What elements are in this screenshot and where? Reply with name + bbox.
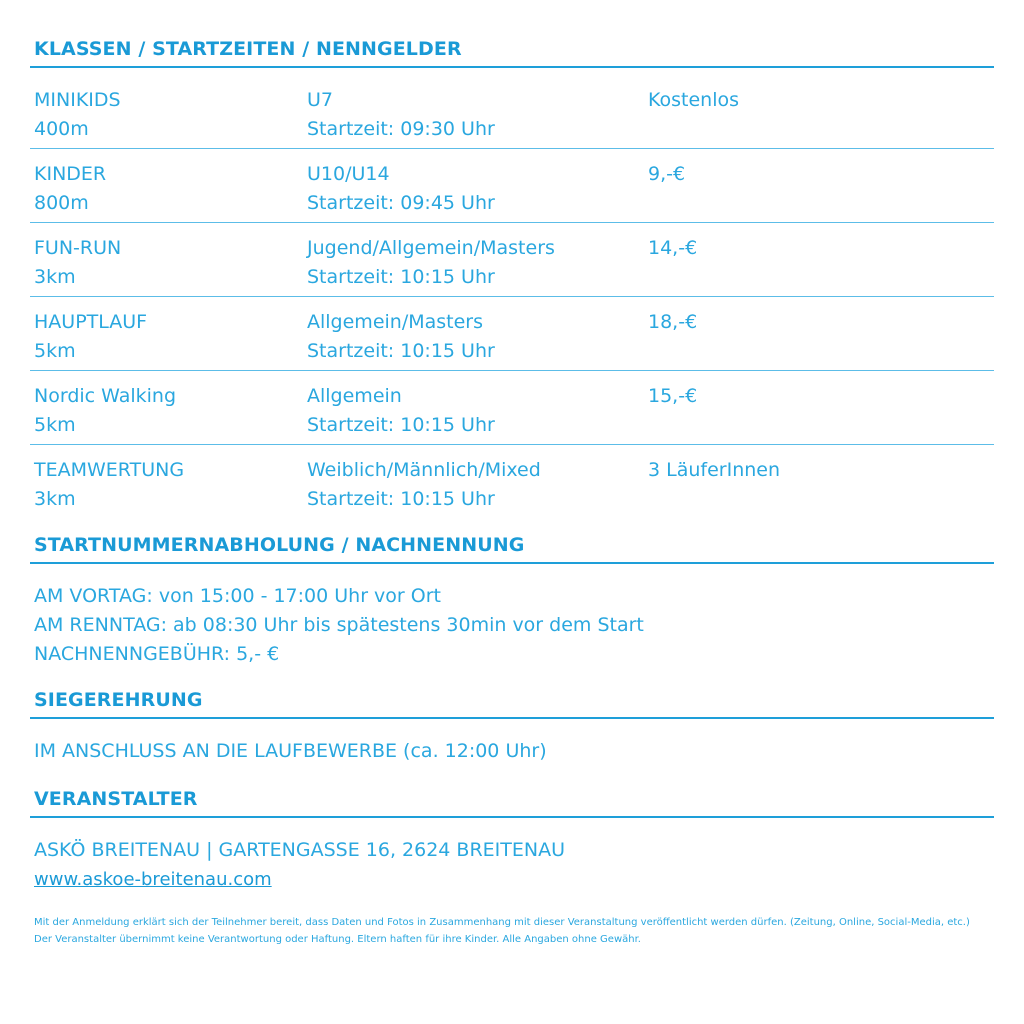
organizer-address: ASKÖ BREITENAU | GARTENGASSE 16, 2624 BREITENAU: [34, 839, 565, 861]
organizer-heading: VERANSTALTER: [34, 788, 198, 810]
class-start-time: Startzeit: 10:15 Uhr: [307, 266, 495, 288]
class-category: Jugend/Allgemein/Masters: [307, 237, 555, 259]
class-category: Allgemein: [307, 385, 402, 407]
table-row: [34, 86, 994, 144]
class-fee: 9,-€: [648, 163, 686, 185]
classes-table: [34, 86, 994, 514]
class-distance: 3km: [34, 266, 76, 288]
classes-heading: KLASSEN / STARTZEITEN / NENNGELDER: [34, 38, 462, 60]
row-divider: [30, 222, 994, 223]
class-category: U7: [307, 89, 333, 111]
ceremony-text: IM ANSCHLUSS AN DIE LAUFBEWERBE (ca. 12:00 Uhr): [34, 740, 547, 762]
heading-divider: [30, 816, 994, 818]
class-category: U10/U14: [307, 163, 390, 185]
pickup-line: AM VORTAG: von 15:00 - 17:00 Uhr vor Ort: [34, 585, 441, 607]
class-name: KINDER: [34, 163, 107, 185]
table-row: [34, 382, 994, 440]
class-name: FUN-RUN: [34, 237, 122, 259]
class-category: Allgemein/Masters: [307, 311, 484, 333]
class-distance: 5km: [34, 340, 76, 362]
class-distance: 5km: [34, 414, 76, 436]
class-distance: 3km: [34, 488, 76, 510]
organizer-section: [34, 786, 994, 894]
class-distance: 400m: [34, 118, 89, 140]
legal-disclaimer: Mit der Anmeldung erklärt sich der Teilnehmer bereit, dass Daten und Fotos in Zusammenhang mit dieser Veranstaltung veröffentlicht werden dürfen. (Zeitung, Online, Social-Media, etc.) Der Veranstalter übernimmt keine Verantwortung oder Haftung. Eltern haften für ihre Kinder. Alle Angaben ohne Gewähr.: [34, 917, 970, 945]
class-name: TEAMWERTUNG: [34, 459, 185, 481]
row-divider: [30, 370, 994, 371]
heading-divider: [30, 562, 994, 564]
pickup-line: AM RENNTAG: ab 08:30 Uhr bis spätestens 30min vor dem Start: [34, 614, 644, 636]
pickup-line: NACHNENNGEBÜHR: 5,- €: [34, 643, 280, 665]
class-start-time: Startzeit: 10:15 Uhr: [307, 488, 495, 510]
table-row: [34, 308, 994, 366]
organizer-website-link[interactable]: www.askoe-breitenau.com: [34, 869, 272, 890]
ceremony-section: [34, 687, 994, 766]
heading-divider: [30, 717, 994, 719]
table-row: [34, 160, 994, 218]
class-distance: 800m: [34, 192, 89, 214]
class-fee: 14,-€: [648, 237, 698, 259]
class-category: Weiblich/Männlich/Mixed: [307, 459, 541, 481]
pickup-section: [34, 532, 994, 669]
class-fee: 3 LäuferInnen: [648, 459, 781, 481]
class-name: HAUPTLAUF: [34, 311, 148, 333]
table-row: [34, 234, 994, 292]
pickup-heading: STARTNUMMERNABHOLUNG / NACHNENNUNG: [34, 534, 525, 556]
row-divider: [30, 148, 994, 149]
event-info-page: [34, 36, 994, 894]
row-divider: [30, 296, 994, 297]
class-start-time: Startzeit: 10:15 Uhr: [307, 340, 495, 362]
table-row: [34, 456, 994, 514]
row-divider: [30, 444, 994, 445]
classes-section: [34, 36, 994, 514]
class-start-time: Startzeit: 10:15 Uhr: [307, 414, 495, 436]
class-start-time: Startzeit: 09:30 Uhr: [307, 118, 495, 140]
class-name: MINIKIDS: [34, 89, 121, 111]
class-fee: 18,-€: [648, 311, 698, 333]
heading-divider: [30, 66, 994, 68]
ceremony-heading: SIEGEREHRUNG: [34, 689, 203, 711]
pickup-details: [34, 582, 994, 669]
class-fee: Kostenlos: [648, 89, 740, 111]
class-fee: 15,-€: [648, 385, 698, 407]
class-start-time: Startzeit: 09:45 Uhr: [307, 192, 495, 214]
class-name: Nordic Walking: [34, 385, 177, 407]
